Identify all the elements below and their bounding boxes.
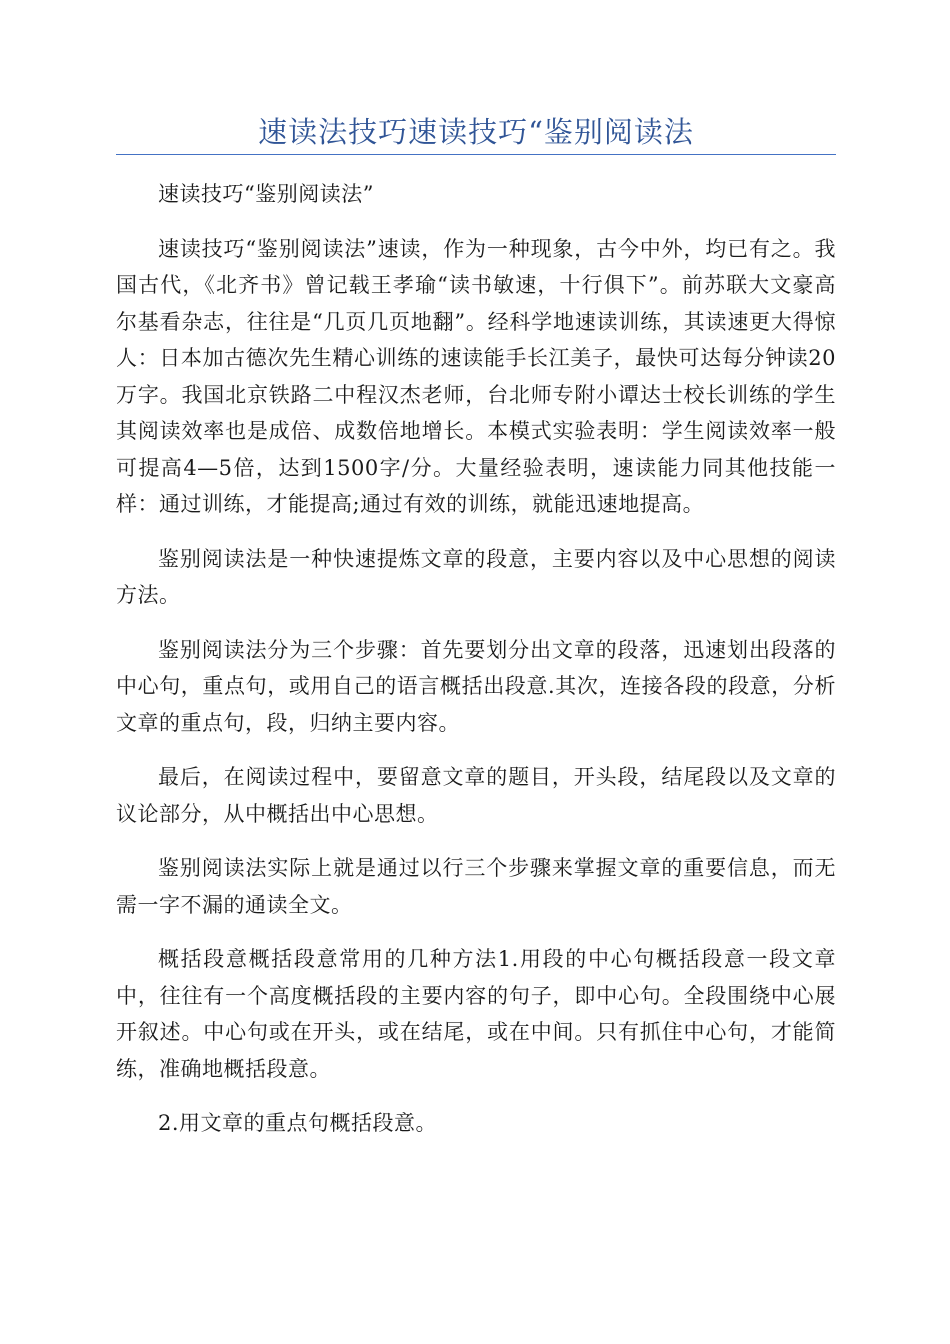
paragraph-method-2: 2.用文章的重点句概括段意。 <box>158 1111 438 1135</box>
document-title: 速读法技巧速读技巧“鉴别阅读法 <box>258 115 694 149</box>
paragraph-subtitle: 速读技巧“鉴别阅读法” <box>158 182 374 206</box>
paragraph-definition: 鉴别阅读法是一种快速提炼文章的段意，主要内容以及中心思想的阅读方法。 <box>116 546 836 607</box>
paragraph-intro: 速读技巧“鉴别阅读法”速读，作为一种现象，古今中外，均已有之。我国古代，《北齐书》曾记载王孝瑜“读书敏速，十行俱下”。前苏联大文豪高尔基看杂志，往往是“几页几页地翻”。经科学地速读训练，其读速更大得惊人：日本加古德次先生精心训练的速读能手长江美子，最快可达每分钟读20万字。我国北京铁路二中程汉杰老师，台北师专附小谭达士校长训练的学生其阅读效率也是成倍、成数倍地增长。本模式实验表明：学生阅读效率一般可提高4—5倍，达到1500字/分。大量经验表明，速读能力同其他技能一样：通过训练，才能提高;通过有效的训练，就能迅速地提高。 <box>116 236 836 516</box>
document-body <box>116 176 836 1160</box>
paragraph-summary: 鉴别阅读法实际上就是通过以行三个步骤来掌握文章的重要信息，而无需一字不漏的通读全文。 <box>116 856 836 917</box>
paragraph-final-step: 最后，在阅读过程中，要留意文章的题目，开头段，结尾段以及文章的议论部分，从中概括出中心思想。 <box>116 765 836 826</box>
paragraph-steps: 鉴别阅读法分为三个步骤：首先要划分出文章的段落，迅速划出段落的中心句，重点句，或用自己的语言概括出段意.其次，连接各段的段意，分析文章的重点句，段，归纳主要内容。 <box>116 637 836 735</box>
paragraph-method-1: 概括段意概括段意常用的几种方法1.用段的中心句概括段意一段文章中，往往有一个高度概括段的主要内容的句子，即中心句。全段围绕中心展开叙述。中心句或在开头，或在结尾，或在中间。只有抓住中心句，才能简练，准确地概括段意。 <box>116 947 836 1081</box>
title-underline <box>116 154 836 155</box>
